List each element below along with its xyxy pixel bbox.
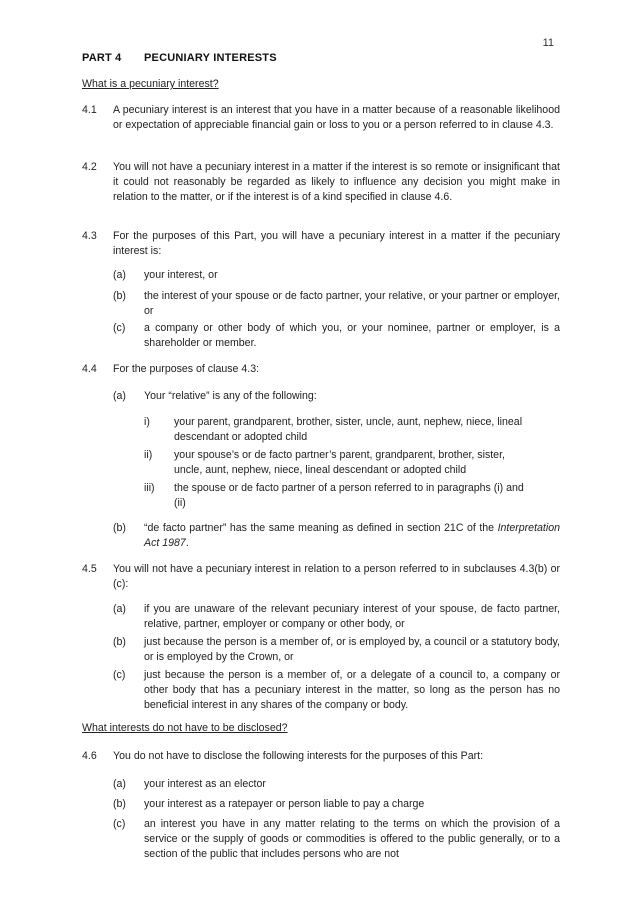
clause-text: For the purposes of clause 4.3:	[113, 363, 260, 375]
item-text: just because the person is a member of, or a delegate of a council to, a company or other body that has a pecuniary interest in the matter, so long as the person has no beneficial interest in any shares of the company or body.	[144, 669, 560, 711]
clause-number: 4.6	[82, 750, 97, 762]
roman-text: your parent, grandparent, brother, sister, uncle, aunt, nephew, niece, lineal descendant or adopted child	[174, 416, 523, 443]
item-number: (a)	[113, 778, 126, 790]
clause-text: You do not have to disclose the following interests for the purposes of this Part:	[113, 750, 484, 762]
roman-number: i)	[144, 416, 150, 428]
item-text	[144, 521, 560, 551]
clause-4-5	[82, 562, 560, 592]
clause-4-1	[82, 103, 560, 133]
clause-4-2	[82, 160, 560, 204]
clause-4-3-c	[113, 321, 560, 351]
clause-number: 4.2	[82, 161, 97, 173]
item-text: a company or other body of which you, or your nominee, partner or employer, is a shareholder or member.	[144, 322, 560, 349]
page-number: 11	[542, 37, 554, 49]
clause-text: For the purposes of this Part, you will have a pecuniary interest in a matter if the pecuniary interest is:	[113, 230, 560, 257]
item-number: (c)	[113, 322, 126, 334]
clause-4-6-c	[113, 817, 560, 861]
clause-number: 4.5	[82, 563, 97, 575]
clause-4-5-b	[113, 635, 560, 665]
clause-4-3-a	[113, 268, 560, 283]
defn-end: .	[185, 536, 189, 549]
item-number: (a)	[113, 603, 126, 615]
clause-number: 4.1	[82, 104, 97, 116]
clause-4-6-b	[113, 797, 560, 812]
part-heading	[82, 51, 277, 66]
clause-4-5-a	[113, 602, 560, 632]
item-text: Your “relative” is any of the following:	[144, 390, 317, 402]
clause-number: 4.3	[82, 230, 97, 242]
act-title: Interpretation Act 1987	[144, 522, 560, 549]
item-text: your interest as an elector	[144, 778, 266, 790]
part-title: PECUNIARY INTERESTS	[144, 52, 277, 64]
clause-4-4	[82, 362, 560, 377]
defn-text: “de facto partner” has the same meaning as defined in section 21C of the	[144, 522, 498, 534]
heading-what-is-pecuniary: What is a pecuniary interest?	[82, 78, 219, 90]
item-number: (a)	[113, 269, 126, 281]
item-text: your interest, or	[144, 269, 218, 281]
clause-4-6	[82, 749, 560, 764]
item-text: an interest you have in any matter relating to the terms on which the provision of a service or the supply of goods or commodities is offered to the public generally, or to a section of the public that includes persons who are not	[144, 818, 560, 860]
roman-number: iii)	[144, 482, 155, 494]
clause-number: 4.4	[82, 363, 97, 375]
clause-4-3	[82, 229, 560, 259]
item-text: if you are unaware of the relevant pecuniary interest of your spouse, de facto partner, relative, partner, employer or company or other body, or	[144, 603, 560, 630]
item-text: your interest as a ratepayer or person liable to pay a charge	[144, 798, 425, 810]
clause-4-6-a	[113, 777, 560, 792]
item-text: the interest of your spouse or de facto partner, your relative, or your partner or employer, or	[144, 290, 560, 317]
clause-4-5-c	[113, 668, 560, 712]
item-number: (b)	[113, 636, 126, 648]
clause-4-4-a	[113, 389, 560, 404]
item-number: (a)	[113, 390, 126, 402]
roman-text: the spouse or de facto partner of a person referred to in paragraphs (i) and (ii)	[174, 482, 524, 509]
clause-text: A pecuniary interest is an interest that you have in a matter because of a reasonable likelihood or expectation of appreciable financial gain or loss to you or a person referred to in clause 4.3.	[113, 104, 560, 131]
heading-not-disclosed: What interests do not have to be disclosed?	[82, 722, 288, 734]
item-number: (b)	[113, 290, 126, 302]
roman-text: your spouse’s or de facto partner’s parent, grandparent, brother, sister, uncle, aunt, nephew, niece, lineal descendant or adopted child	[174, 449, 505, 476]
relative-item-i	[144, 415, 530, 445]
item-number: (b)	[113, 522, 126, 534]
item-number: (c)	[113, 669, 126, 681]
item-text: just because the person is a member of, or is employed by, a council or a statutory body, or is employed by the Crown, or	[144, 636, 560, 663]
clause-4-4-b	[113, 521, 560, 551]
clause-4-3-b	[113, 289, 560, 319]
relative-item-ii	[144, 448, 530, 478]
part-label: PART 4	[82, 52, 122, 64]
item-number: (c)	[113, 818, 126, 830]
relative-item-iii	[144, 481, 530, 511]
item-number: (b)	[113, 798, 126, 810]
roman-number: ii)	[144, 449, 153, 461]
clause-text: You will not have a pecuniary interest in relation to a person referred to in subclauses 4.3(b) or (c):	[113, 563, 560, 590]
clause-text: You will not have a pecuniary interest in a matter if the interest is so remote or insignificant that it could not reasonably be regarded as likely to influence any decision you might make in relation to the matter, or if the interest is of a kind specified in clause 4.6.	[113, 161, 560, 203]
